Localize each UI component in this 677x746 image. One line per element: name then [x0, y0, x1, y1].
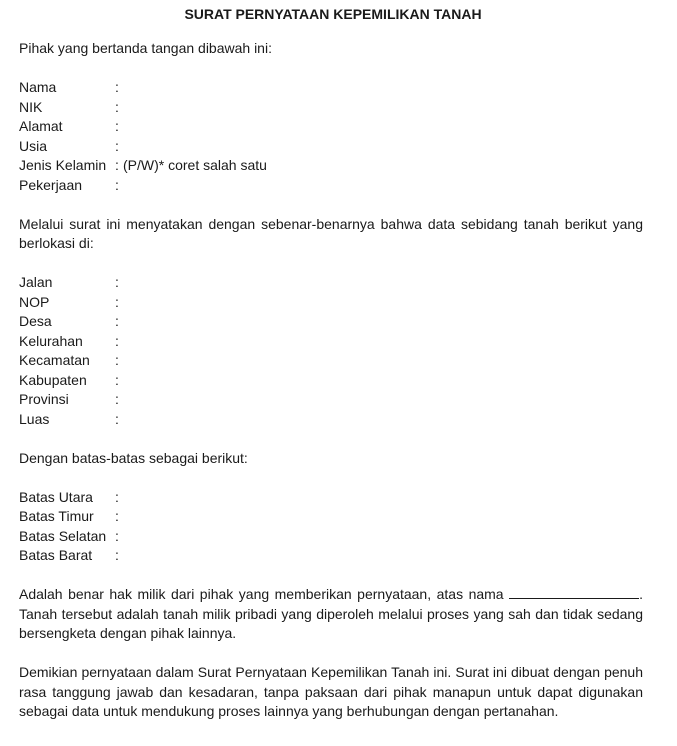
intro-text: Pihak yang bertanda tangan dibawah ini: [19, 40, 272, 56]
field-row-nop [19, 293, 643, 313]
field-label: NIK [19, 98, 43, 115]
field-colon: : [115, 157, 119, 173]
field-label: Jalan [19, 274, 53, 290]
closing-text: Demikian pernyataan dalam Surat Pernyataan Kepemilikan Tanah ini. Surat ini dibuat dengan penuh rasa tanggung jawab dan kesadaran, tanpa paksaan dari pihak manapun untuk dapat digunakan sebagai data untuk mendukung proses lainnya yang berhubungan dengan pertanahan. [19, 664, 643, 719]
location-fields [19, 273, 643, 429]
field-colon: : [115, 118, 119, 134]
field-row-jalan [19, 273, 643, 293]
field-colon: : [115, 410, 119, 427]
statement-text: Melalui surat ini menyatakan dengan sebenar-benarnya bahwa data sebidang tanah berikut yang berlokasi di: [19, 215, 643, 251]
field-row-batas-selatan [19, 527, 643, 547]
field-colon: : [115, 274, 119, 290]
field-label: Kecamatan [19, 352, 90, 368]
boundaries-intro-text: Dengan batas-batas sebagai berikut: [19, 449, 248, 466]
field-row-batas-barat [19, 546, 643, 566]
field-row-pekerjaan [19, 176, 643, 196]
field-row-batas-utara [19, 488, 643, 508]
field-label: Alamat [19, 118, 63, 134]
field-row-luas [19, 410, 643, 430]
field-colon: : [115, 313, 119, 329]
field-row-jenis-kelamin [19, 156, 643, 176]
field-colon: : [115, 391, 119, 407]
field-label: Desa [19, 313, 52, 329]
field-colon: : [115, 98, 119, 115]
document-title: SURAT PERNYATAAN KEPEMILIKAN TANAH [184, 6, 482, 22]
field-colon: : [115, 176, 119, 193]
field-colon: : [115, 488, 119, 505]
field-colon: : [115, 527, 119, 544]
field-colon: : [115, 332, 119, 349]
field-label: Batas Barat [19, 547, 93, 563]
field-label: Provinsi [19, 391, 69, 407]
identity-fields [19, 78, 643, 195]
field-value: (P/W)* coret salah satu [123, 157, 267, 173]
field-row-kecamatan [19, 351, 643, 371]
boundary-fields [19, 488, 643, 566]
field-row-kabupaten [19, 371, 643, 391]
field-row-provinsi [19, 390, 643, 410]
field-colon: : [115, 547, 119, 563]
field-label: Nama [19, 79, 57, 95]
field-label: Batas Utara [19, 488, 93, 505]
owner-name-blank [509, 585, 639, 599]
field-colon: : [115, 79, 119, 95]
field-row-kelurahan [19, 332, 643, 352]
field-row-alamat [19, 117, 643, 137]
ownership-text [19, 585, 643, 644]
field-row-batas-timur [19, 507, 643, 527]
field-colon: : [115, 137, 119, 154]
field-label: Usia [19, 137, 48, 154]
field-label: Kelurahan [19, 332, 83, 349]
field-row-nama [19, 78, 643, 98]
field-label: Kabupaten [19, 371, 87, 388]
ownership-text-part2: . Tanah tersebut adalah tanah milik pribadi yang diperoleh melalui proses yang sah dan tidak sedang bersengketa dengan pihak lainnya. [19, 586, 644, 641]
field-label: Luas [19, 410, 50, 427]
field-label: Pekerjaan [19, 176, 83, 193]
field-label: Batas Timur [19, 508, 94, 524]
field-label: Jenis Kelamin [19, 157, 107, 173]
field-row-usia [19, 137, 643, 157]
field-row-nik [19, 98, 643, 118]
field-colon: : [115, 352, 119, 368]
field-colon: : [115, 508, 119, 524]
field-colon: : [115, 293, 119, 310]
field-label: Batas Selatan [19, 527, 107, 544]
ownership-text-part1: Adalah benar hak milik dari pihak yang memberikan pernyataan, atas nama [19, 586, 504, 602]
field-row-desa [19, 312, 643, 332]
field-colon: : [115, 371, 119, 388]
field-label: NOP [19, 293, 50, 310]
